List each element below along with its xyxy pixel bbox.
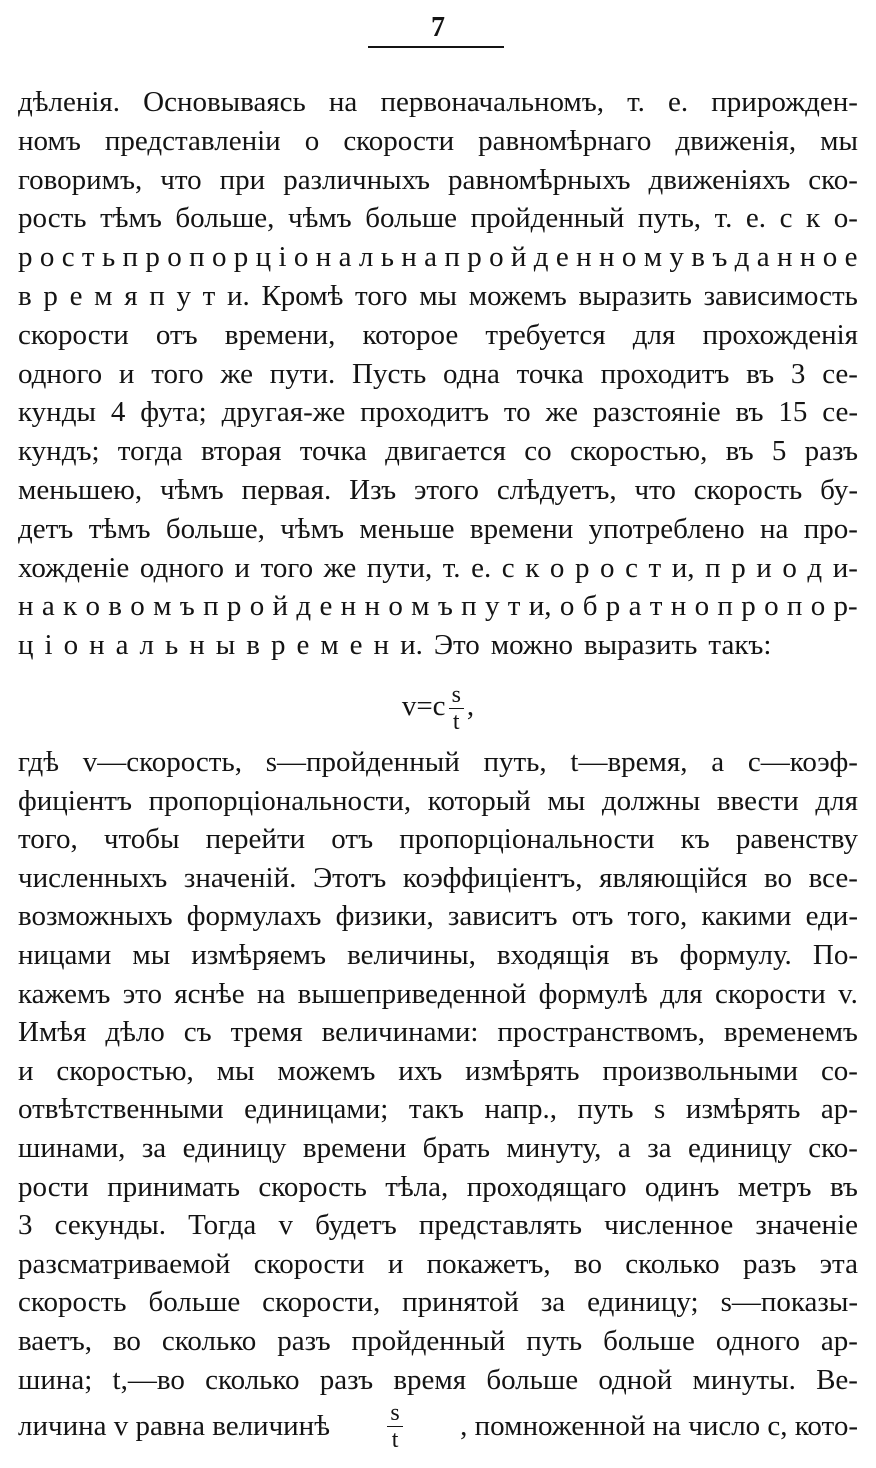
text-line: ц і о н а л ь н ы в р е м е н и. Это можно выразить такъ:	[18, 629, 772, 662]
text-line: в р е м я п у т и. Кромѣ того мы можемъ выразить зависимость	[18, 280, 858, 312]
text-line: детъ тѣмъ больше, чѣмъ меньше времени употреблено на про-	[18, 512, 858, 545]
formula-comma: ,	[466, 690, 475, 722]
text-line: разсматриваемой скорости и покажетъ, во сколько разъ эта	[18, 1247, 858, 1280]
text-line: шинами, за единицу времени брать минуту, а за единицу ско-	[18, 1132, 858, 1164]
text-line: скорость больше скорости, принятой за единицу; s—показы-	[18, 1286, 858, 1319]
last-line	[18, 1398, 858, 1454]
text-line: р о с т ь п р о п о р ц і о н а л ь н а п р о й д е н н о м у в ъ д а н н о е	[18, 241, 858, 274]
inline-denominator: t	[391, 1426, 399, 1453]
inline-numerator: s	[387, 1400, 402, 1427]
text-line: ницами мы измѣряемъ величины, входящія въ формулу. По-	[18, 939, 858, 971]
text-line: номъ представленіи о скорости равномѣрнаго движенія, мы	[18, 124, 858, 157]
text-line: кундъ; тогда вторая точка двигается со скоростью, въ 5 разъ	[18, 435, 858, 468]
last-line-after: , помноженной на число c, кото-	[460, 1410, 858, 1442]
text-line: скорости отъ времени, которое требуется для прохожденія	[18, 318, 858, 351]
formula-fraction	[449, 682, 464, 735]
text-line: и скоростью, мы можемъ ихъ измѣрять произвольными со-	[18, 1054, 858, 1087]
text-line: фиціентъ пропорціональности, который мы должны ввести для	[18, 784, 858, 817]
text-line: хожденіе одного и того же пути, т. е. с к о р о с т и, п р и о д и-	[18, 551, 858, 584]
text-line: возможныхъ формулахъ физики, зависитъ отъ того, какими еди-	[18, 900, 858, 933]
text-line: рость тѣмъ больше, чѣмъ больше пройденный путь, т. е. с к о-	[18, 202, 858, 235]
formula-numerator: s	[449, 682, 464, 709]
text-line: дѣленія. Основываясь на первоначальномъ, т. е. прирожден-	[18, 86, 858, 118]
text-line: н а к о в о м ъ п р о й д е н н о м ъ п у т и, о б р а т н о п р о п о р-	[18, 590, 858, 623]
text-line: одного и того же пути. Пусть одна точка проходитъ въ 3 се-	[18, 357, 858, 390]
text-line: говоримъ, что при различныхъ равномѣрныхъ движеніяхъ ско-	[18, 163, 858, 196]
text-line: Имѣя дѣло съ тремя величинами: пространствомъ, временемъ	[18, 1016, 858, 1049]
text-line: рости принимать скорость тѣла, проходящаго одинъ метръ въ	[18, 1170, 858, 1203]
text-line: отвѣтственными единицами; такъ напр., путь s измѣрять ар-	[18, 1093, 858, 1126]
text-line: меньшею, чѣмъ первая. Изъ этого слѣдуетъ, что скорость бу-	[18, 474, 858, 506]
text-line: кажемъ это яснѣе на вышеприведенной формулѣ для скорости v.	[18, 977, 858, 1010]
text-line: гдѣ v—скорость, s—пройденный путь, t—время, а c—коэф-	[18, 746, 858, 778]
text-line: 3 секунды. Тогда v будетъ представлять численное значеніе	[18, 1209, 858, 1242]
last-line-before: личина v равна величинѣ	[18, 1410, 330, 1442]
velocity-formula	[0, 676, 876, 736]
formula-denominator: t	[452, 708, 460, 735]
page-number: 7	[431, 12, 445, 43]
text-line: кунды 4 фута; другая-же проходитъ то же разстояніе въ 15 се-	[18, 396, 858, 429]
text-line: численныхъ значеній. Этотъ коэффиціентъ, являющійся во все-	[18, 861, 858, 894]
text-line: ваетъ, во сколько разъ пройденный путь больше одного ар-	[18, 1325, 858, 1357]
text-line: шина; t,—во сколько разъ время больше одной минуты. Ве-	[18, 1363, 858, 1396]
inline-fraction	[387, 1400, 402, 1453]
formula-lhs: v=c	[401, 690, 446, 722]
text-line: того, чтобы перейти отъ пропорціональности къ равенству	[18, 823, 858, 856]
header-rule	[368, 46, 504, 48]
